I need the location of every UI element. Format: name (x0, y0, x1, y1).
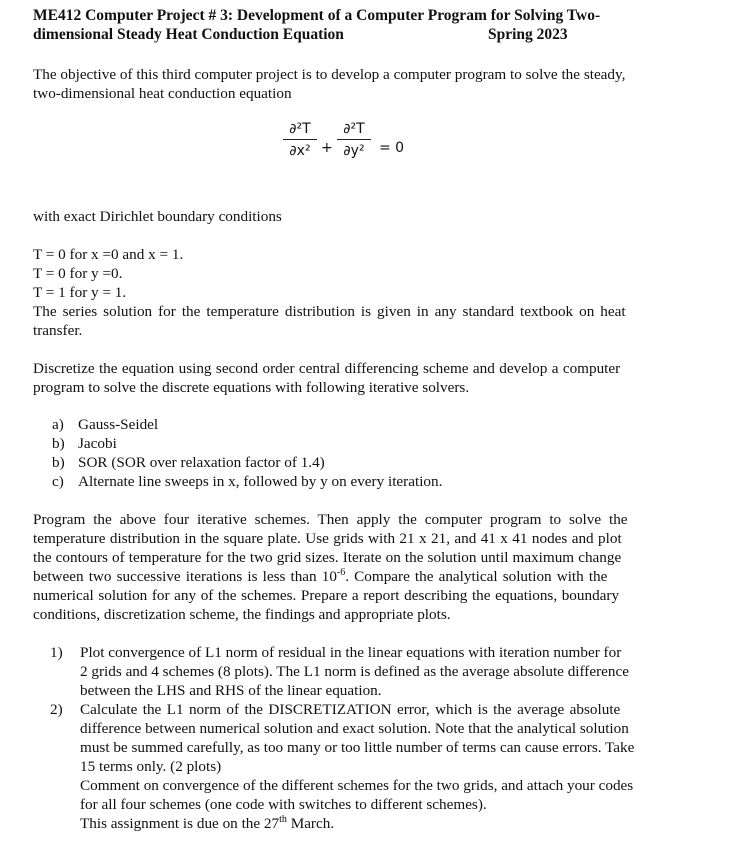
equation-rhs: = 0 (379, 140, 405, 156)
fraction-numerator: ∂²T (289, 121, 311, 137)
fraction-bar (283, 139, 317, 140)
item-text: Jacobi (78, 435, 117, 452)
title-line-2 (33, 25, 568, 44)
second-derivative-y (337, 121, 371, 159)
closing-line: for all four schemes (one code with switches to different schemes). (80, 796, 487, 813)
program-line: numerical solution for any of the schemes. Prepare a report describing the equations, boundary (33, 587, 620, 604)
series-paragraph (33, 302, 675, 340)
task-list (50, 643, 675, 776)
discretize-line: Discretize the equation using second order central differencing scheme and develop a computer (33, 360, 621, 377)
bc-intro: with exact Dirichlet boundary conditions (33, 208, 282, 225)
heat-equation (283, 121, 443, 173)
intro-line: The objective of this third computer project is to develop a computer program to solve the steady, (33, 66, 626, 83)
program-line: the contours of temperature for the two grid sizes. Iterate on the solution until maximum change (33, 549, 622, 566)
title-line-1: ME412 Computer Project # 3: Development of a Computer Program for Solving Two- (33, 7, 601, 24)
task-label: 2) (50, 701, 63, 718)
boundary-condition: T = 1 for y = 1. (33, 284, 127, 301)
due-date-line (80, 814, 675, 833)
closing-paragraph (80, 776, 675, 833)
item-text: Alternate line sweeps in x, followed by y on every iteration. (78, 473, 443, 490)
ordinal-suffix: th (279, 814, 287, 825)
series-text: The series solution for the temperature distribution is given in any standard textbook on heat (33, 303, 626, 320)
exponent: -6 (336, 567, 346, 578)
fraction-bar (337, 139, 371, 140)
boundary-condition: T = 0 for x =0 and x = 1. (33, 246, 184, 263)
solver-list (52, 415, 442, 491)
program-line (33, 567, 675, 586)
discretize-paragraph (33, 359, 675, 397)
term-label: Spring 2023 (488, 26, 568, 43)
intro-line: two-dimensional heat conduction equation (33, 85, 292, 102)
list-item (52, 453, 442, 472)
program-paragraph (33, 510, 675, 624)
fraction-denominator: ∂x² (289, 143, 311, 159)
discretize-line: program to solve the discrete equations with following iterative solvers. (33, 379, 470, 396)
program-text: between two successive iterations is less than 10 (33, 568, 337, 585)
task-item (50, 643, 675, 700)
task-label: 1) (50, 644, 63, 661)
item-label: c) (52, 473, 64, 490)
closing-line: Comment on convergence of the different schemes for the two grids, and attach your codes (80, 777, 634, 794)
task-line: between the LHS and RHS of the linear equation. (80, 682, 382, 699)
program-line: conditions, discretization scheme, the findings and appropriate plots. (33, 606, 451, 623)
item-label: b) (52, 454, 65, 471)
item-text: Gauss-Seidel (78, 416, 159, 433)
due-text: This assignment is due on the 27 (80, 815, 280, 832)
second-derivative-x (283, 121, 317, 159)
intro-paragraph (33, 65, 675, 103)
boundary-conditions (33, 245, 675, 302)
program-text: . Compare the analytical solution with the (345, 568, 608, 585)
list-item (52, 415, 442, 434)
item-label: a) (52, 416, 64, 433)
fraction-denominator: ∂y² (343, 143, 365, 159)
plus-sign: + (321, 140, 333, 156)
task-line: Calculate the L1 norm of the DISCRETIZATION error, which is the average absolute (80, 701, 621, 718)
task-line: 2 grids and 4 schemes (8 plots). The L1 norm is defined as the average absolute difference (80, 663, 629, 680)
list-item (52, 434, 442, 453)
task-line: 15 terms only. (2 plots) (80, 758, 222, 775)
series-line (33, 302, 675, 321)
item-text: SOR (SOR over relaxation factor of 1.4) (78, 454, 325, 471)
task-item (50, 700, 675, 776)
series-line: transfer. (33, 322, 83, 339)
fraction-numerator: ∂²T (343, 121, 365, 137)
task-line: difference between numerical solution and exact solution. Note that the analytical solution (80, 720, 629, 737)
title-subtitle: dimensional Steady Heat Conduction Equation (33, 26, 344, 43)
list-item (52, 472, 442, 491)
due-text: March. (286, 815, 335, 832)
item-label: b) (52, 435, 65, 452)
program-line: temperature distribution in the square plate. Use grids with 21 x 21, and 41 x 41 nodes and plot (33, 530, 622, 547)
task-line: Plot convergence of L1 norm of residual in the linear equations with iteration number for (80, 644, 622, 661)
boundary-condition: T = 0 for y =0. (33, 265, 123, 282)
task-line: must be summed carefully, as too many or too little number of terms can cause errors. Take (80, 739, 635, 756)
program-line: Program the above four iterative schemes. Then apply the computer program to solve the (33, 511, 628, 528)
